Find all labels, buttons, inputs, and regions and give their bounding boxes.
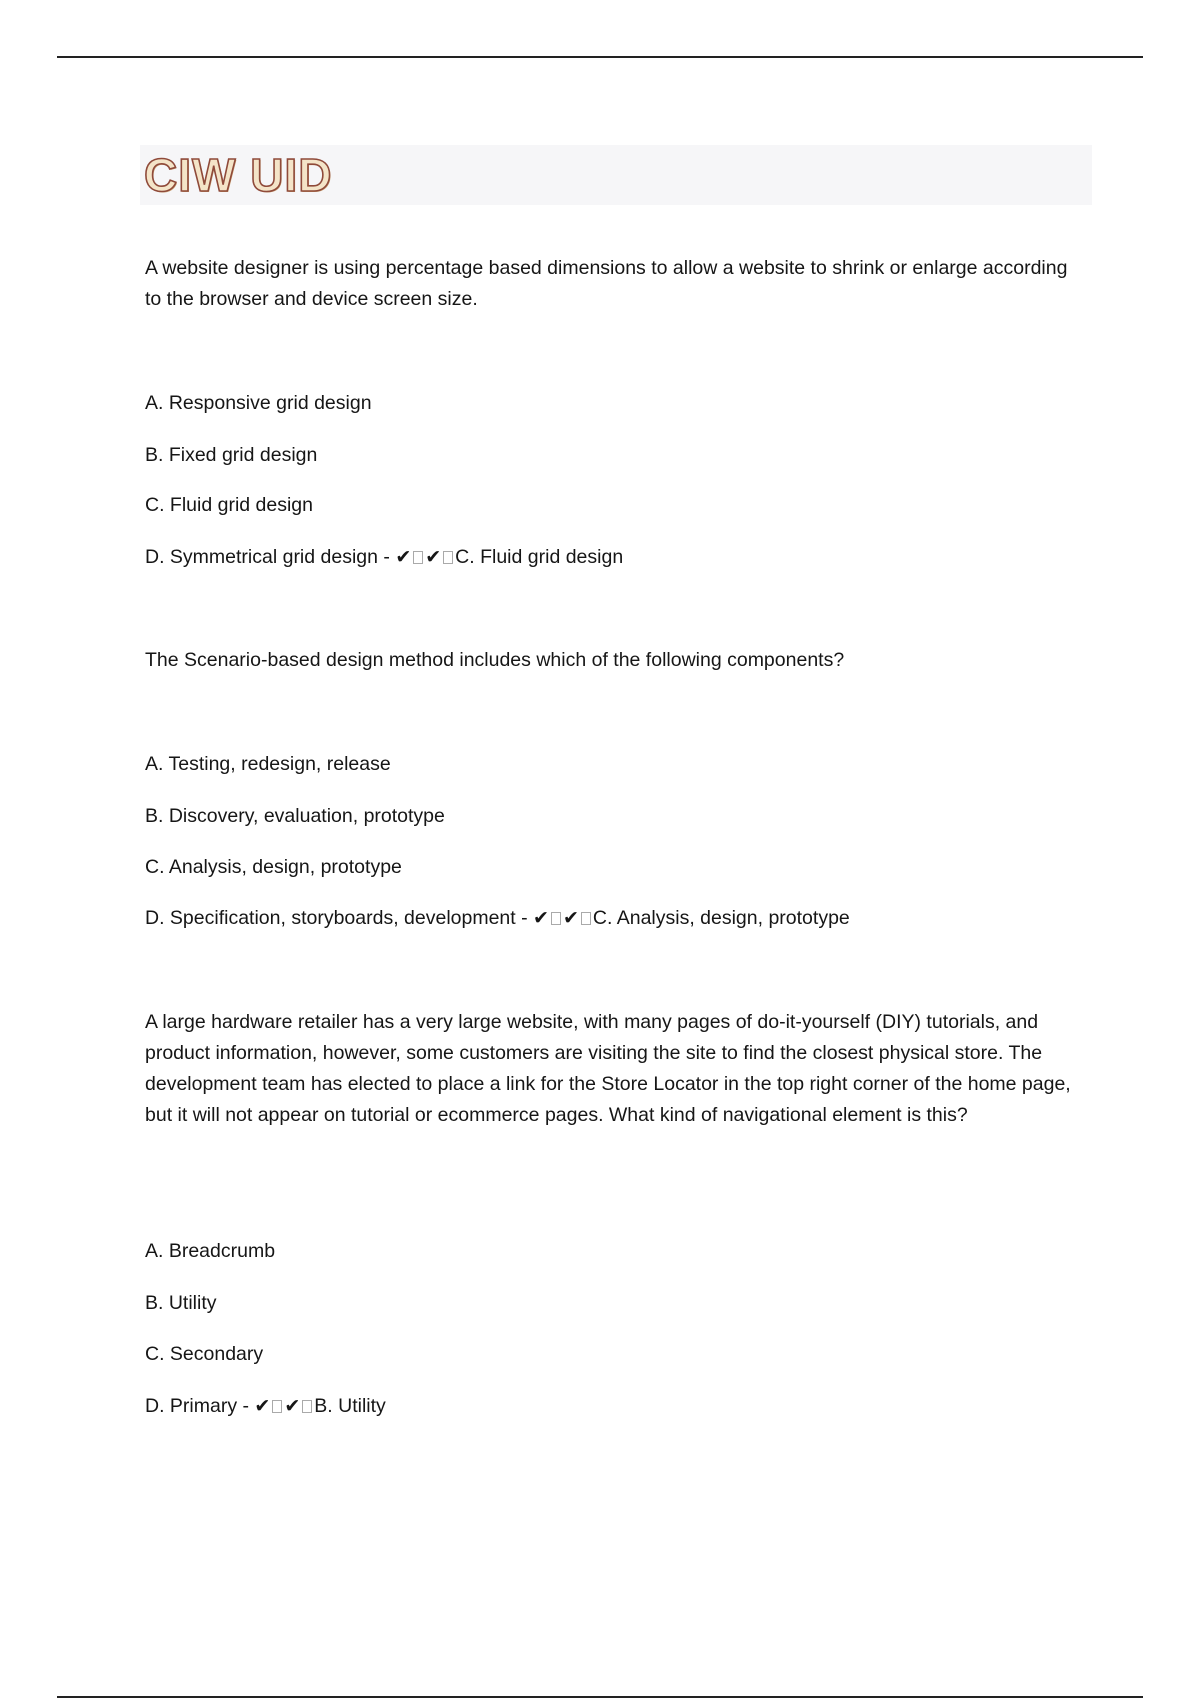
question-2-option-a: A. Testing, redesign, release xyxy=(145,753,391,775)
option-d-label: D. Symmetrical grid design - xyxy=(145,546,396,568)
option-d-label: D. Specification, storyboards, development - xyxy=(145,907,534,929)
question-3-option-d-with-answer xyxy=(145,1391,386,1422)
check-icon: ✔ xyxy=(284,1395,301,1417)
question-2-option-c: C. Analysis, design, prototype xyxy=(145,856,402,878)
question-1-prompt: A website designer is using percentage based dimensions to allow a website to shrink or enlarge according to the browser and device screen size. xyxy=(145,257,1068,310)
question-3-option-b: B. Utility xyxy=(145,1292,217,1314)
check-icon: ✔ xyxy=(395,546,412,568)
question-2-option-d-with-answer xyxy=(145,903,850,934)
check-icon: ✔ xyxy=(254,1395,271,1417)
missing-glyph-box-icon xyxy=(272,1400,282,1413)
missing-glyph-box-icon xyxy=(302,1400,312,1413)
correct-answer: B. Utility xyxy=(314,1395,386,1417)
missing-glyph-box-icon xyxy=(443,551,453,564)
missing-glyph-box-icon xyxy=(581,912,591,925)
correct-answer: C. Analysis, design, prototype xyxy=(592,907,850,929)
correct-answer: C. Fluid grid design xyxy=(455,546,624,568)
question-2-prompt: The Scenario-based design method includes which of the following components? xyxy=(145,649,845,671)
question-1-option-b: B. Fixed grid design xyxy=(145,444,318,466)
question-3-option-c: C. Secondary xyxy=(145,1343,264,1365)
bottom-rule xyxy=(57,1696,1143,1698)
check-icon: ✔ xyxy=(562,907,579,929)
question-1-option-d-with-answer xyxy=(145,542,623,573)
document-title: CIW UID xyxy=(144,149,333,201)
question-1-option-c: C. Fluid grid design xyxy=(145,494,313,516)
question-2-option-b: B. Discovery, evaluation, prototype xyxy=(145,805,445,827)
top-rule xyxy=(57,56,1143,58)
check-icon: ✔ xyxy=(533,907,549,929)
missing-glyph-box-icon xyxy=(551,912,561,925)
option-d-label: D. Primary - xyxy=(145,1395,255,1417)
check-icon: ✔ xyxy=(425,546,442,568)
question-3-prompt: A large hardware retailer has a very large website, with many pages of do-it-yourself (DIY) tutorials, and product information, however, some customers are visiting the site to find the closest physical store. The development team has elected to place a link for the Store Locator in the top right corner of the home page, but it will not appear on tutorial or ecommerce pages. What kind of navigational element is this? xyxy=(145,1011,1071,1126)
missing-glyph-box-icon xyxy=(413,551,423,564)
question-1-option-a: A. Responsive grid design xyxy=(145,392,372,414)
question-3-option-a: A. Breadcrumb xyxy=(145,1240,276,1262)
